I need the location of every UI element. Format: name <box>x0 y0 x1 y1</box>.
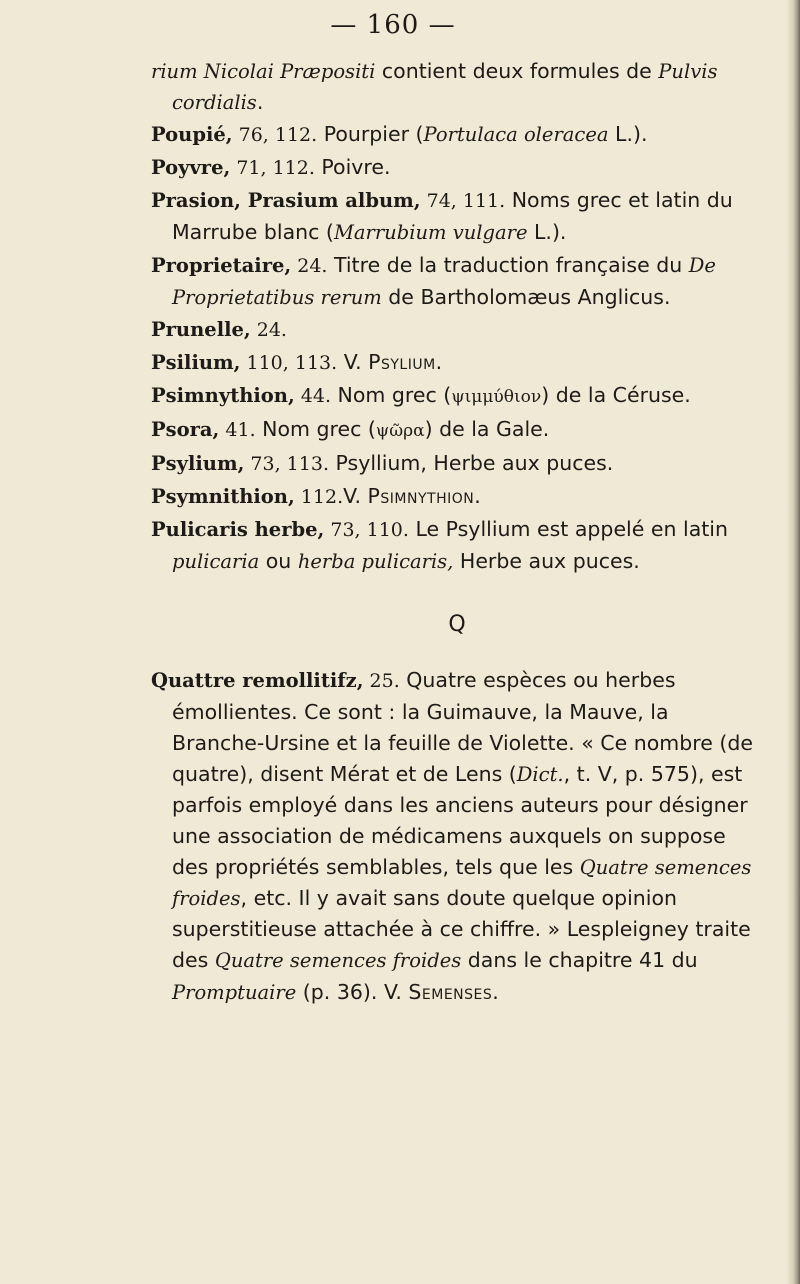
latin-name: Portulaca oleracea <box>423 123 609 147</box>
entry-psilium <box>151 347 763 379</box>
title-italic: Quatre semences froides <box>214 949 462 973</box>
entry-text: ) de la Gale. <box>424 417 550 442</box>
page-refs: 41. <box>219 419 256 442</box>
entry-text: Pourpier ( <box>317 122 424 147</box>
page-refs: 76, 112. <box>232 124 318 147</box>
headword: Poupié, <box>151 123 233 147</box>
headword: Quattre remollitifz, <box>151 668 364 692</box>
headword: Psylium, <box>151 452 245 476</box>
page-refs: 73, 110. <box>324 519 409 542</box>
entry-text: Titre de la traduction française du <box>327 252 689 277</box>
entry-prasion <box>151 185 763 248</box>
entry-proprietaire <box>151 250 763 313</box>
entry-text: , t. V, p. 575), est parfois employé dans les anciens auteurs pour désigner une association de médicamens auxquels on suppose des propriétés semblables, tels que les <box>172 761 748 880</box>
entry-psimnythion <box>151 380 763 413</box>
page-number: — 160 — <box>330 10 456 40</box>
page-refs: 24. <box>250 318 287 341</box>
page-refs: 25. <box>363 669 400 692</box>
title-italic: Pulvis cordialis <box>172 60 718 115</box>
entry-text: dans le chapitre 41 du <box>461 948 698 973</box>
page-refs: 74, 111. <box>420 190 506 213</box>
entry-text: L.). <box>527 220 567 245</box>
entry-text: . <box>435 349 443 374</box>
entry-text: Psyllium, Herbe aux puces. <box>329 451 614 476</box>
entry-text: . <box>474 484 481 509</box>
cross-reference: Semenses <box>408 979 493 1004</box>
entry-text: ou <box>259 549 298 574</box>
entry-text: V. <box>343 484 368 509</box>
latin-name: herba pulicaris, <box>297 550 454 574</box>
entry-text: ) de la Céruse. <box>541 382 691 407</box>
page-refs: 112. <box>294 486 344 509</box>
entry-text: (p. 36). V. <box>296 979 409 1004</box>
cross-reference: Psimnythion <box>367 484 475 509</box>
title-italic: Quatre semences froides <box>172 856 752 911</box>
headword: Prunelle, <box>151 317 251 341</box>
entry-psymnithion <box>151 481 763 513</box>
continuation-paragraph <box>151 56 763 118</box>
entry-text: de Bartholomæus Anglicus. <box>381 284 671 309</box>
headword: Poyvre, <box>151 156 231 180</box>
greek-word: ψιμμύθιον <box>451 386 542 407</box>
entry-text: Quatre espèces ou herbes émollientes. Ce sont : la Guimauve, la Mauve, la Branche-Ursine et la feuille de Violette. « Ce nombre (de quatre), disent Mérat et de Lens ( <box>172 667 753 786</box>
entry-text: Poivre. <box>314 155 391 180</box>
latin-name: Marrubium vulgare <box>333 221 528 245</box>
entry-prunelle <box>151 314 763 346</box>
headword: Psora, <box>151 418 220 442</box>
page-refs: 44. <box>294 384 332 407</box>
entry-text: contient deux formules de <box>375 59 659 83</box>
entry-text: Nom grec ( <box>331 382 452 407</box>
entry-text: , etc. Il y avait sans doute quelque opinion superstitieuse attachée à ce chiffre. » Lespleigney traite des <box>172 886 751 973</box>
entry-quattre <box>151 665 763 1008</box>
headword: Prasion, Prasium album, <box>151 189 421 213</box>
entry-text: Noms grec et latin du Marrube blanc ( <box>172 188 733 245</box>
entry-poupie <box>151 119 763 151</box>
entry-text: Nom grec ( <box>255 417 376 442</box>
headword: Psilium, <box>151 350 241 374</box>
entry-text: . <box>492 979 499 1004</box>
dictionary-text <box>151 56 763 1009</box>
entry-pulicaris <box>151 514 763 577</box>
entry-text: L.). <box>608 122 648 147</box>
abbreviation-italic: Dict. <box>516 762 564 786</box>
page-refs: 71, 112. <box>230 157 315 180</box>
latin-name: pulicaria <box>172 550 260 574</box>
page-edge-shadow <box>786 0 800 1284</box>
headword: Psimnythion, <box>151 383 295 407</box>
entry-text: Le Psyllium est appelé en latin <box>408 517 728 542</box>
entry-psylium <box>151 448 763 480</box>
greek-word: ψῶρα <box>375 421 425 442</box>
entry-text: V. <box>337 349 369 374</box>
headword: Pulicaris herbe, <box>151 518 325 542</box>
page-refs: 110, 113. <box>240 351 338 374</box>
title-italic: rium Nicolai Præpositi <box>151 60 376 83</box>
entry-psora <box>151 414 763 447</box>
cross-reference: Psylium <box>368 349 436 374</box>
entry-text: Herbe aux puces. <box>453 549 640 574</box>
title-italic: Promptuaire <box>172 980 297 1004</box>
section-letter: Q <box>448 611 466 637</box>
latin-title: De Proprietatibus rerum <box>172 253 716 309</box>
entry-text: . <box>256 90 264 115</box>
entry-poyvre <box>151 152 763 184</box>
page-refs: 73, 113. <box>244 453 329 476</box>
page-refs: 24. <box>291 254 328 277</box>
headword: Proprietaire, <box>151 253 292 277</box>
headword: Psymnithion, <box>151 485 295 509</box>
